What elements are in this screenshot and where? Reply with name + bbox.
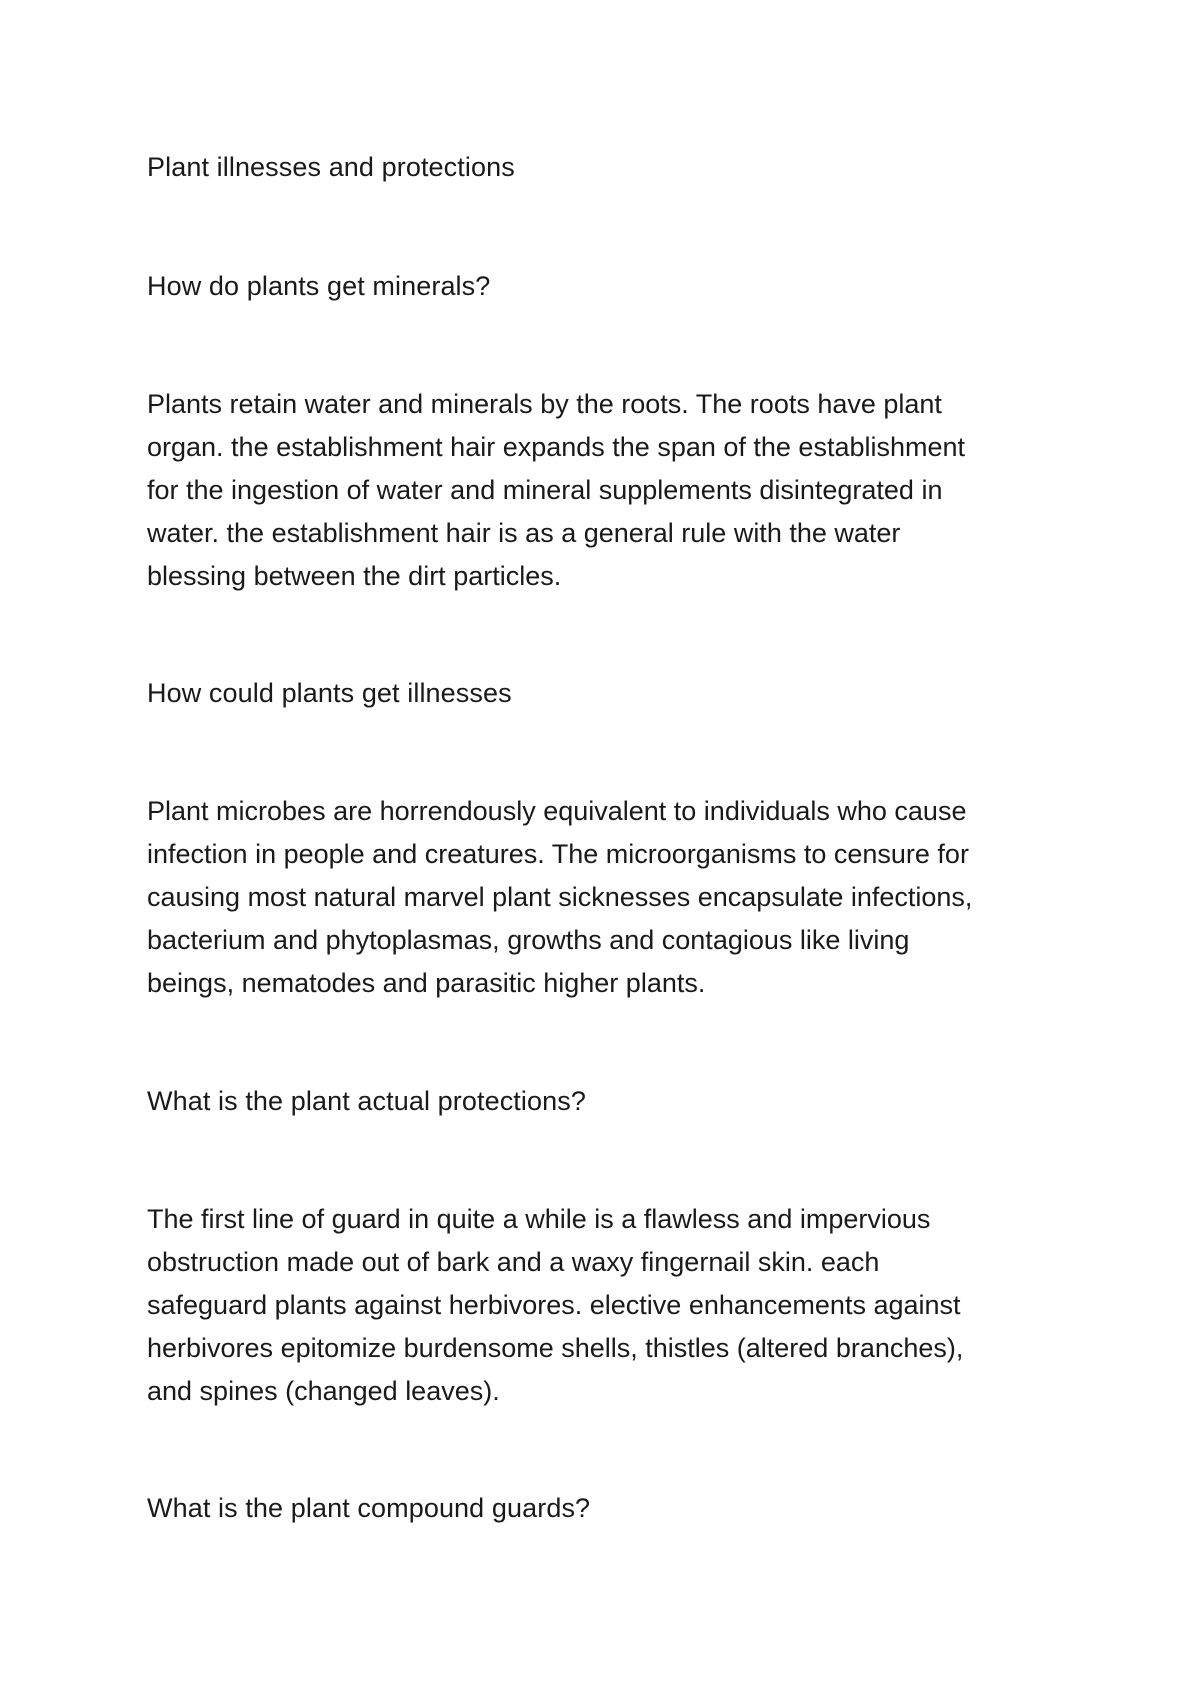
answer-line: The first line of guard in quite a while is a flawless and impervious (147, 1204, 931, 1234)
answer-line: bacterium and phytoplasmas, growths and contagious like living (147, 925, 910, 955)
question-physical-protections: What is the plant actual protections? (147, 1086, 586, 1116)
document-title: Plant illnesses and protections (147, 152, 515, 182)
answer-illnesses (147, 790, 1087, 1005)
answer-minerals (147, 383, 1087, 598)
answer-physical-protections (147, 1198, 1087, 1413)
answer-line: safeguard plants against herbivores. elective enhancements against (147, 1290, 961, 1320)
question-minerals: How do plants get minerals? (147, 271, 491, 301)
answer-line: causing most natural marvel plant sicknesses encapsulate infections, (147, 882, 973, 912)
answer-line: obstruction made out of bark and a waxy fingernail skin. each (147, 1247, 880, 1277)
question-illnesses: How could plants get illnesses (147, 678, 512, 708)
answer-line: water. the establishment hair is as a general rule with the water (147, 518, 901, 548)
answer-line: blessing between the dirt particles. (147, 561, 562, 591)
answer-line: infection in people and creatures. The microorganisms to censure for (147, 839, 969, 869)
answer-line: for the ingestion of water and mineral supplements disintegrated in (147, 475, 943, 505)
answer-line: beings, nematodes and parasitic higher plants. (147, 968, 706, 998)
answer-line: Plants retain water and minerals by the roots. The roots have plant (147, 389, 942, 419)
answer-line: and spines (changed leaves). (147, 1376, 500, 1406)
answer-line: organ. the establishment hair expands the span of the establishment (147, 432, 966, 462)
answer-line: herbivores epitomize burdensome shells, thistles (altered branches), (147, 1333, 964, 1363)
question-compound-guards: What is the plant compound guards? (147, 1493, 591, 1523)
answer-line: Plant microbes are horrendously equivalent to individuals who cause (147, 796, 967, 826)
